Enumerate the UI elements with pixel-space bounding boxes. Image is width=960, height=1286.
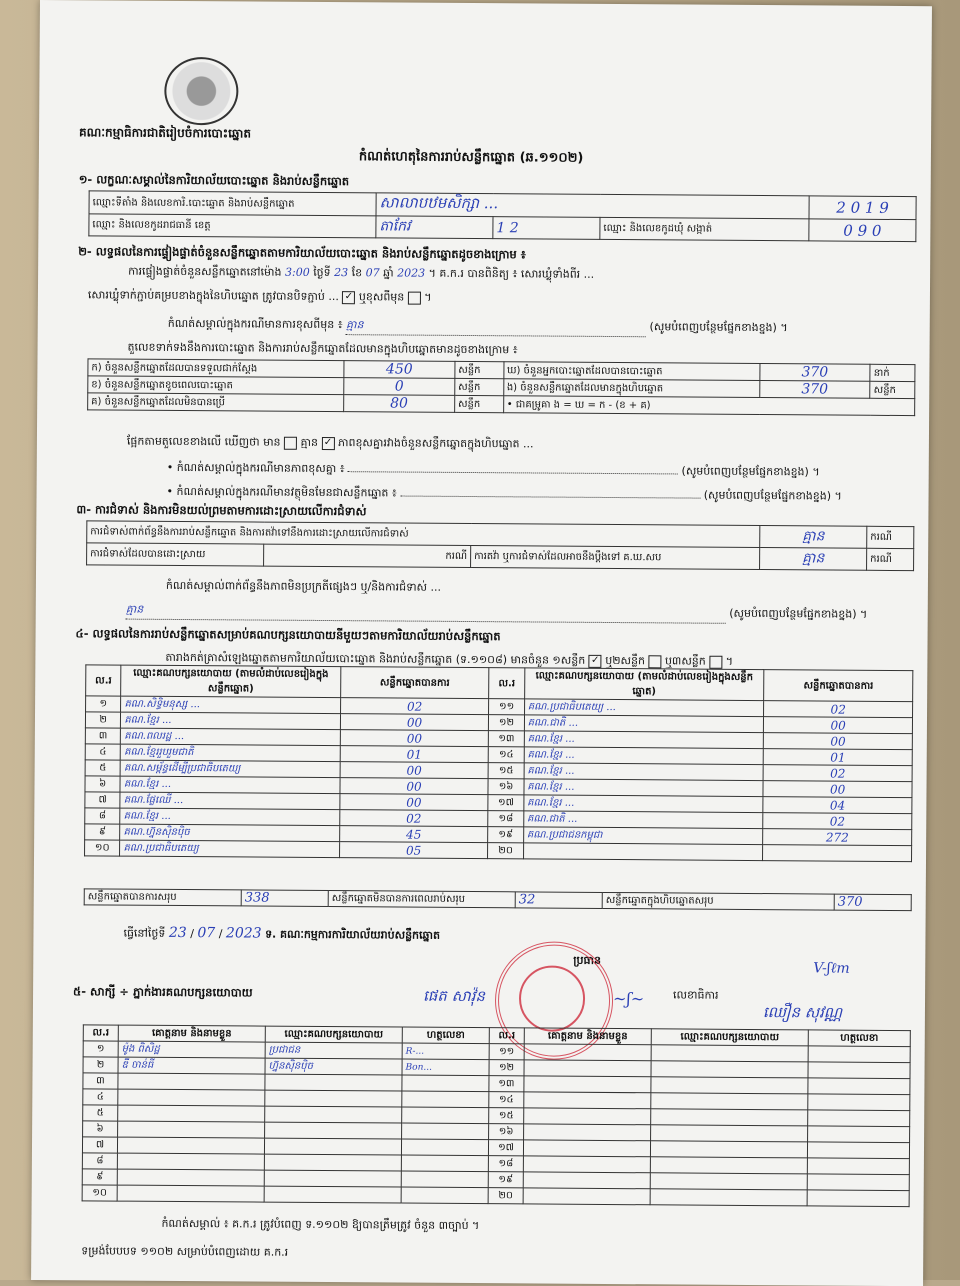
agent-party [265,1090,402,1107]
row-number: ១៤ [489,1092,524,1108]
row-number: ៧ [85,792,120,808]
one-sheet-checkbox[interactable]: ✓ [589,654,602,667]
row-number: ១៤ [489,747,524,763]
row-number: ៩ [85,824,120,840]
row-number: ១៦ [488,779,523,795]
secretary-name: ឈឿន សុវណ្ណ [762,1003,843,1022]
party-name: គណ.ពលរដ្ឋ ... [121,728,340,746]
agent-signature [808,1062,910,1079]
row-number: ៥ [83,1105,118,1121]
section-3-hint: (សូមបំពេញបន្ថែមផ្នែកខាងខ្នង) ។ [729,606,868,621]
agent-party [651,1061,808,1078]
agent-name [118,1089,265,1106]
three-sheets-checkbox[interactable] [709,655,722,668]
agent-signature [807,1142,909,1159]
agent-col-name-right: គោត្តនាម និងនាមខ្លួន [524,1028,651,1045]
complaints-row-3-unit: ករណី [867,548,914,570]
day-label: ថ្ងៃទី [313,265,331,280]
party-name: គណ.ខ្មែរ ... [120,808,339,826]
party-votes: 01 [764,749,913,766]
party-votes: 02 [763,813,912,830]
secretary-signature: V-ʃℓm [813,960,850,977]
discrepancy-no-checkbox[interactable]: ✓ [321,436,334,449]
commune-label: ឈ្មោះ និងលេខកូដឃុំ សង្កាត់ [600,217,809,240]
party-votes: 00 [340,778,489,795]
party-name: គណ.ប្រជាធិបតេយ្យ ... [524,699,764,717]
time-prefix: ការផ្ទៀងផ្ទាត់ចំនួនសន្លឹកឆ្នោតនៅម៉ោង [128,264,282,279]
agent-name [117,1153,264,1170]
unused-ballots-unit: សន្លឹក [454,395,503,412]
row-number: ១០ [85,840,120,856]
row-number: ១៩ [488,1172,523,1188]
col-votes-left: សន្លឹកឆ្នោតបានការ [340,667,489,699]
agent-signature [402,1123,489,1140]
form-paper [31,0,932,1286]
agent-col-no-right: ល.រ [489,1028,524,1044]
box-ballots-unit: សន្លឹក [870,381,915,398]
row-number: ២ [85,712,120,728]
bullet-1-hint: (សូមបំពេញបន្ថែមផ្នែកខាងខ្នង) ។ [681,464,820,479]
received-ballots-value: 450 [344,361,455,379]
row-number: ៤ [85,744,120,760]
agent-signature [402,1075,489,1092]
agent-party [651,1077,808,1094]
agent-party [651,1045,808,1062]
party-votes: 02 [339,810,488,827]
agent-signature [807,1158,909,1175]
unused-ballots-value: 80 [344,395,455,413]
agent-signature [808,1094,910,1111]
voters-unit: នាក់ [870,364,915,381]
bullet-2-hint: (សូមបំពេញបន្ថែមផ្នែកខាងខ្នង) ។ [703,488,842,503]
voters-label: ឃ) ចំនួនអ្នកបោះឆ្នោតដែលបានបោះឆ្នោត [503,362,759,381]
discrepancy-yes-checkbox[interactable] [284,436,297,449]
agent-party [650,1189,807,1206]
agent-party [265,1122,402,1139]
national-emblem-icon [164,57,238,126]
agent-name [523,1172,650,1189]
valid-label: សន្លឹកឆ្នោតបានការសរុប [84,889,241,906]
party-name: គណ.ខ្មែរ ... [524,763,764,781]
agent-name [523,1140,650,1157]
party-votes: 02 [340,698,489,715]
day-value: 23 [334,266,349,280]
row-number: ១១ [489,1044,524,1060]
complaints-row-2: ការជំទាស់ដែលបានដោះស្រាយ [87,543,264,566]
party-name: គណ.ហ្វ៊ុនស៊ិនប៉ិច [120,824,339,842]
agent-signature: Bon... [402,1059,489,1076]
year-value: 2023 [397,266,426,280]
discrepancy-line [127,435,534,454]
col-no-right: ល.រ [489,668,525,699]
chairperson-label: ប្រធាន [573,953,602,967]
party-votes: 45 [339,826,488,843]
discrepancy-tail: ភាពខុសគ្នារវាងចំនួនសន្លឹកឆ្នោតក្នុងហិបឆ្នោត ... [337,436,534,451]
date-day: 23 [168,924,187,942]
row-number: ២ [83,1057,118,1073]
agent-name [524,1044,651,1061]
row-number: ១៩ [488,827,523,843]
discrepancy-no-label: គ្មាន [300,435,319,449]
party-name: គណ.ខ្មែរ ... [524,795,764,813]
col-no-left: ល.រ [86,665,122,696]
party-votes: 04 [763,797,912,814]
party-name: គណ.សិទ្ធិមនុស្ស ... [121,696,340,714]
section-3-heading: ៣- ការជំទាស់ និងការមិនយល់ព្រមតាមការដោះស្រាយលើការជំទាស់ [76,502,367,519]
bullet-note-1 [167,461,820,482]
party-name: គណ.ប្រជាធិបតេយ្យ [120,840,339,858]
party-votes: 01 [340,746,489,763]
chair-signature: ~ʃ~ [612,989,645,1009]
agent-party [651,1125,808,1142]
formula-text: • ជាគម្រូគា ង = ឃ = ក - (ខ + គ) [503,396,915,416]
party-results-table [84,664,913,862]
agent-party [264,1170,401,1187]
chair-name: ផេត សាវ៉ុន [422,986,486,1006]
year-label: ឆ្នាំ [383,266,394,280]
complaints-row-1-unit: ករណី [867,526,914,548]
bullet-note-2 [167,485,842,506]
row-number: ៣ [83,1073,118,1089]
agent-name [524,1060,651,1077]
seal-other-checkbox[interactable] [408,291,421,304]
row-number: ១១ [489,699,524,715]
row-number: ១៥ [489,1108,524,1124]
total-value: 370 [834,894,911,911]
province-label: ឈ្មោះ និងលេខកូដរាជធានី ខេត្ត [89,214,376,238]
month-label: ខែ [351,266,363,280]
party-name [523,843,763,861]
page-title: កំណត់ហេតុនៃការរាប់សន្លឹកឆ្នោត (ឆ.១១០២) [358,149,584,166]
agent-party [264,1186,401,1203]
complaints-table [86,520,914,571]
agent-col-sign-right: ហត្ថលេខា [808,1030,910,1047]
party-name: គណ.ខ្មែររួបរួមជាតិ [121,744,340,762]
note-hint: (សូមបំពេញបន្ថែមផ្នែកខាងខ្នង) ។ [649,320,788,335]
box-ballots-label: ង) ចំនួនសន្លឹកឆ្នោតដែលមានក្នុងហិបឆ្នោត [503,379,759,398]
col-votes-right: សន្លឹកឆ្នោតបានការ [764,670,913,702]
agent-party [265,1106,402,1123]
agent-signature [807,1174,909,1191]
agent-signature [401,1171,488,1188]
party-name: គណ.ប្រជាជនកម្ពុជា [523,827,763,845]
row-number: ១៥ [488,763,523,779]
commune-code-value: 1 2 [493,217,600,240]
complaints-row-1: ការជំទាស់ពាក់ព័ន្ធនឹងការរាប់សន្លឹកឆ្នោត និងការតវ៉ាទៅនឹងការដោះស្រាយលើការជំទាស់ [87,521,760,548]
row-number: ១៨ [488,1156,523,1172]
party-name: គណ.ជាតិ ... [523,811,763,829]
agent-name [117,1137,264,1154]
row-number: ៥ [85,760,120,776]
col-party-right: ឈ្មោះគណបក្សនយោបាយ (តាមលំដាប់លេខរៀងក្នុងសន្លឹកឆ្នោត) [524,668,764,701]
agent-party [650,1141,807,1158]
results-intro: តួលេខទាក់ទងនឹងការបោះឆ្នោត និងការរាប់សន្លឹកឆ្នោតដែលមានក្នុងហិបឆ្នោតមានដូចខាងក្រោម ៖ [127,340,518,357]
agent-signature [401,1155,488,1172]
row-number: ៧ [82,1137,117,1153]
party-name: គណ.ខ្មែរ ... [524,779,764,797]
party-votes: 272 [763,829,912,846]
agent-col-party-right: ឈ្មោះគណបក្សនយោបាយ [651,1029,808,1046]
note-line-1 [168,317,788,338]
spoiled-ballots-unit: សន្លឹក [455,378,504,395]
party-votes: 00 [763,781,912,798]
agent-name [118,1105,265,1122]
agent-signature [808,1046,910,1063]
party-votes: 00 [340,794,489,811]
agent-name [117,1185,264,1202]
invalid-value: 32 [515,892,602,909]
party-name: គណ.ផ្លែឈើ ... [120,792,339,810]
row-number: ១៣ [489,1076,524,1092]
row-number: ៦ [85,776,120,792]
row-number: ៦ [83,1121,118,1137]
agent-signature [808,1078,910,1095]
province-value: តាកែវ [376,216,493,239]
party-name: គណ.ខ្មែរ ... [121,712,340,730]
two-sheets-label: ឬ២សន្លឹក [605,653,646,668]
col-party-left: ឈ្មោះគណបក្សនយោបាយ (តាមលំដាប់លេខរៀងក្នុងសន្លឹកឆ្នោត) [121,665,341,698]
agent-name [524,1108,651,1125]
seal-line: សោរឃ្លុំទាក់ភ្ជាប់គម្របខាងក្នុងនៃហិបឆ្នោត ត្រូវបានបិទភ្ជាប់ ... ✓ ឬខុសពីមុន ។ [87,288,432,304]
time-suffix: ។ គ.ក.រ បានពិនិត្យ ៖ សោរឃ្លុំទាំងពីរ ... [428,266,595,281]
party-votes: 00 [340,762,489,779]
section-4-intro: តារាងកត់ត្រាសំឡេងឆ្នោតតាមការិយាល័យបោះឆ្នោត និងរាប់សន្លឹកឆ្នោត (ទ.១១០៨) មានចំនួន ១សន្លឹក ✓ ឬ២សន្លឹក ឬ៣សន្លឹក ។ [165,650,734,668]
agent-signature: R-... [402,1043,489,1060]
row-number: ១៧ [488,795,523,811]
party-votes: 02 [764,701,913,718]
party-name: គណ.សម្ព័ន្ធដើម្បីប្រជាធិបតេយ្យ [120,760,339,778]
seal-text: សោរឃ្លុំទាក់ភ្ជាប់គម្របខាងក្នុងនៃហិបឆ្នោត ត្រូវបានបិទភ្ជាប់ ... [87,288,339,304]
three-sheets-label: ឬ៣សន្លឹក [664,654,706,668]
agent-name: ម៉ូង ពិសិដ្ឋ [118,1041,265,1058]
row-number: ៨ [82,1153,117,1169]
agent-name [523,1156,650,1173]
section-1-heading: ១- លក្ខណៈសម្គាល់នៃការិយាល័យបោះឆ្នោត និងរាប់សន្លឹកឆ្នោត [78,172,350,189]
complaints-row-3-value: គ្មាន [760,548,867,571]
bullet-1-label: • កំណត់សម្គាល់ក្នុងករណីមានភាពខុសគ្នា ៖ [166,460,345,476]
agent-signature [808,1126,910,1143]
date-line: ធ្វើនៅថ្ងៃទី 23 / 07 / 2023 ទ. គណៈកម្មការការិយាល័យរាប់សន្លឹកឆ្នោត [123,924,441,942]
secretary-label: លេខាធិការ [673,988,719,1002]
agent-name [523,1188,650,1205]
row-number: ១៣ [489,731,524,747]
row-number: ១ [86,696,121,712]
agent-party [650,1157,807,1174]
section-5-heading: ៥- សាក្សី ÷ ភ្នាក់ងារគណបក្សនយោបាយ [73,984,253,1000]
agent-signature [401,1187,488,1204]
spoiled-ballots-value: 0 [344,378,455,396]
party-name: គណ.ខ្មែរ ... [120,776,339,794]
party-votes: 00 [340,730,489,747]
row-number: ១០ [82,1185,117,1201]
party-votes: 00 [764,717,913,734]
signer-title: ទ. គណៈកម្មការការិយាល័យរាប់សន្លឹកឆ្នោត [265,927,441,942]
section-3-note-line [126,603,868,625]
spoiled-ballots-label: ខ) ចំនួនសន្លឹកឆ្នោតខូចពេលបោះឆ្នោត [88,376,344,395]
time-value: 3:00 [284,265,310,279]
complaints-row-3: ការតវ៉ា ឬការជំទាស់ដែលអាចនឹងប្តឹងទៅ គ.ឃ.សប [471,546,760,570]
note-label: កំណត់សម្គាល់ក្នុងករណីមានការខុសពីមុន ៖ [167,316,343,332]
party-name: គណ.ខ្មែរ ... [524,731,764,749]
seal-other-label: ឬខុសពីមុន [358,290,405,304]
agent-party [264,1154,401,1171]
agent-name [118,1073,265,1090]
party-votes: 02 [763,765,912,782]
agent-party [651,1093,808,1110]
voters-value: 370 [759,364,870,382]
agent-party: ហ្វ៊ុនស៊ិនប៉ិច [265,1058,402,1075]
agents-table [82,1024,911,1207]
two-sheets-checkbox[interactable] [648,655,661,668]
section-4-heading: ៤- លទ្ធផលនៃការរាប់សន្លឹកឆ្នោតសម្រាប់គណបក្សនយោបាយនីមួយៗតាមការិយាល័យរាប់សន្លឹកឆ្នោត [75,626,501,644]
agent-party [264,1138,401,1155]
note-value: គ្មាន [346,318,646,337]
box-ballots-value: 370 [759,381,870,399]
station-name-label: ឈ្មោះទីតាំង និងលេខការិ.បោះឆ្នោត និងរាប់សន្លឹកឆ្នោត [89,191,376,216]
agent-col-name-left: គោត្តនាម និងនាមខ្លួន [118,1025,265,1042]
agent-name [117,1169,264,1186]
complaints-row-1-value: គ្មាន [760,526,867,549]
row-number: ២០ [488,843,523,859]
agent-signature [402,1107,489,1124]
party-votes: 00 [764,733,913,750]
date-label: ធ្វើនៅថ្ងៃទី [123,926,166,940]
totals-table [84,888,912,911]
row-number: ១៦ [489,1124,524,1140]
received-ballots-label: ក) ចំនួនសន្លឹកឆ្នោតដែលបានទទួលជាក់ស្តែង [88,359,344,378]
party-name: គណ.ខ្មែរ ... [524,747,764,765]
received-ballots-unit: សន្លឹក [455,361,504,378]
agent-signature [807,1190,909,1207]
agent-party [651,1109,808,1126]
total-label: សន្លឹកឆ្នោតក្នុងហិបឆ្នោតសរុប [602,892,834,910]
row-number: ៨ [85,808,120,824]
agent-name [524,1076,651,1093]
agent-name [524,1124,651,1141]
footnote: កំណត់សម្គាល់ ៖ គ.ក.រ ត្រូវបំពេញ ទ.១១០២ ឱ្យបានត្រឹមត្រូវ ចំនួន ៣ច្បាប់ ។ [161,1216,480,1233]
commission-name: គណៈកម្មាធិការជាតិរៀបចំការបោះឆ្នោត [79,125,252,141]
agent-name [524,1092,651,1109]
agent-party [265,1074,402,1091]
valid-value: 338 [241,890,328,907]
ballot-count-table [87,358,915,416]
agent-party: ប្រជាជន [265,1042,402,1059]
discrepancy-text: ផ្អែកតាមតួលេខខាងលើ ឃើញថា មាន [126,434,281,449]
row-number: ១២ [489,1060,524,1076]
seal-intact-checkbox[interactable]: ✓ [342,291,355,304]
agent-col-sign-left: ហត្ថលេខា [402,1027,489,1044]
row-number: ១៧ [488,1140,523,1156]
station-code-top: 2 0 1 9 [809,196,916,220]
agent-col-party-left: ឈ្មោះគណបក្សនយោបាយ [265,1026,402,1043]
row-number: ២០ [488,1188,523,1204]
agent-col-no-left: ល.រ [83,1025,118,1041]
party-votes: 00 [340,714,489,731]
bullet-2-label: • កំណត់សម្គាល់ក្នុងករណីមានវត្ថុមិនមែនជាសន្លឹកឆ្នោត ៖ [166,484,397,500]
party-name: គណ.ជាតិ ... [524,715,764,733]
section-4-intro-text: តារាងកត់ត្រាសំឡេងឆ្នោតតាមការិយាល័យបោះឆ្នោត និងរាប់សន្លឹកឆ្នោត (ទ.១១០៨) មានចំនួន ១សន្លឹក [165,650,586,667]
agent-signature [808,1110,910,1127]
party-votes: 05 [339,842,488,859]
form-caption: ទម្រង់បែបបទ ១១០២ សម្រាប់បំពេញដោយ គ.ក.រ [81,1244,289,1259]
check-time-line [128,265,594,284]
row-number: ១៨ [488,811,523,827]
date-month: 07 [197,925,216,942]
row-number: ៣ [85,728,120,744]
agent-name: ឌី ចាន់ធី [118,1057,265,1074]
month-value: 07 [365,266,380,280]
section-2-heading: ២- លទ្ធផលនៃការផ្ទៀងផ្ទាត់ចំនួនសន្លឹកឆ្នោតតាមការិយាល័យបោះឆ្នោត និងរាប់សន្លឹកឆ្នោតដូចខាងក្រោម ៖ [78,244,526,262]
row-number: ៩ [82,1169,117,1185]
party-votes [763,845,912,862]
agent-party [650,1173,807,1190]
section-3-note: កំណត់សម្គាល់ពាក់ព័ន្ធនឹងភាពមិនប្រក្រតីផ្សេងៗ ឬ/និងការជំទាស់ ... [165,578,442,594]
station-code-bottom: 0 9 0 [809,219,916,242]
agent-signature [402,1091,489,1108]
row-number: ១ [83,1041,118,1057]
station-table [88,190,916,242]
section-3-note-value: គ្មាន [126,603,726,624]
invalid-label: សន្លឹកឆ្នោតមិនបានការពេលរាប់សរុប [328,891,515,908]
agent-name [118,1121,265,1138]
row-number: ៤ [83,1089,118,1105]
row-number: ១២ [489,715,524,731]
agent-signature [401,1139,488,1156]
station-name-value: សាលាបឋមសិក្សា ... [376,193,809,219]
complaints-row-2-unit: ករណី [264,544,471,567]
unused-ballots-label: គ) ចំនួនសន្លឹកឆ្នោតដែលមិនបានប្រើ [88,393,344,412]
date-year: 2023 [225,925,262,942]
